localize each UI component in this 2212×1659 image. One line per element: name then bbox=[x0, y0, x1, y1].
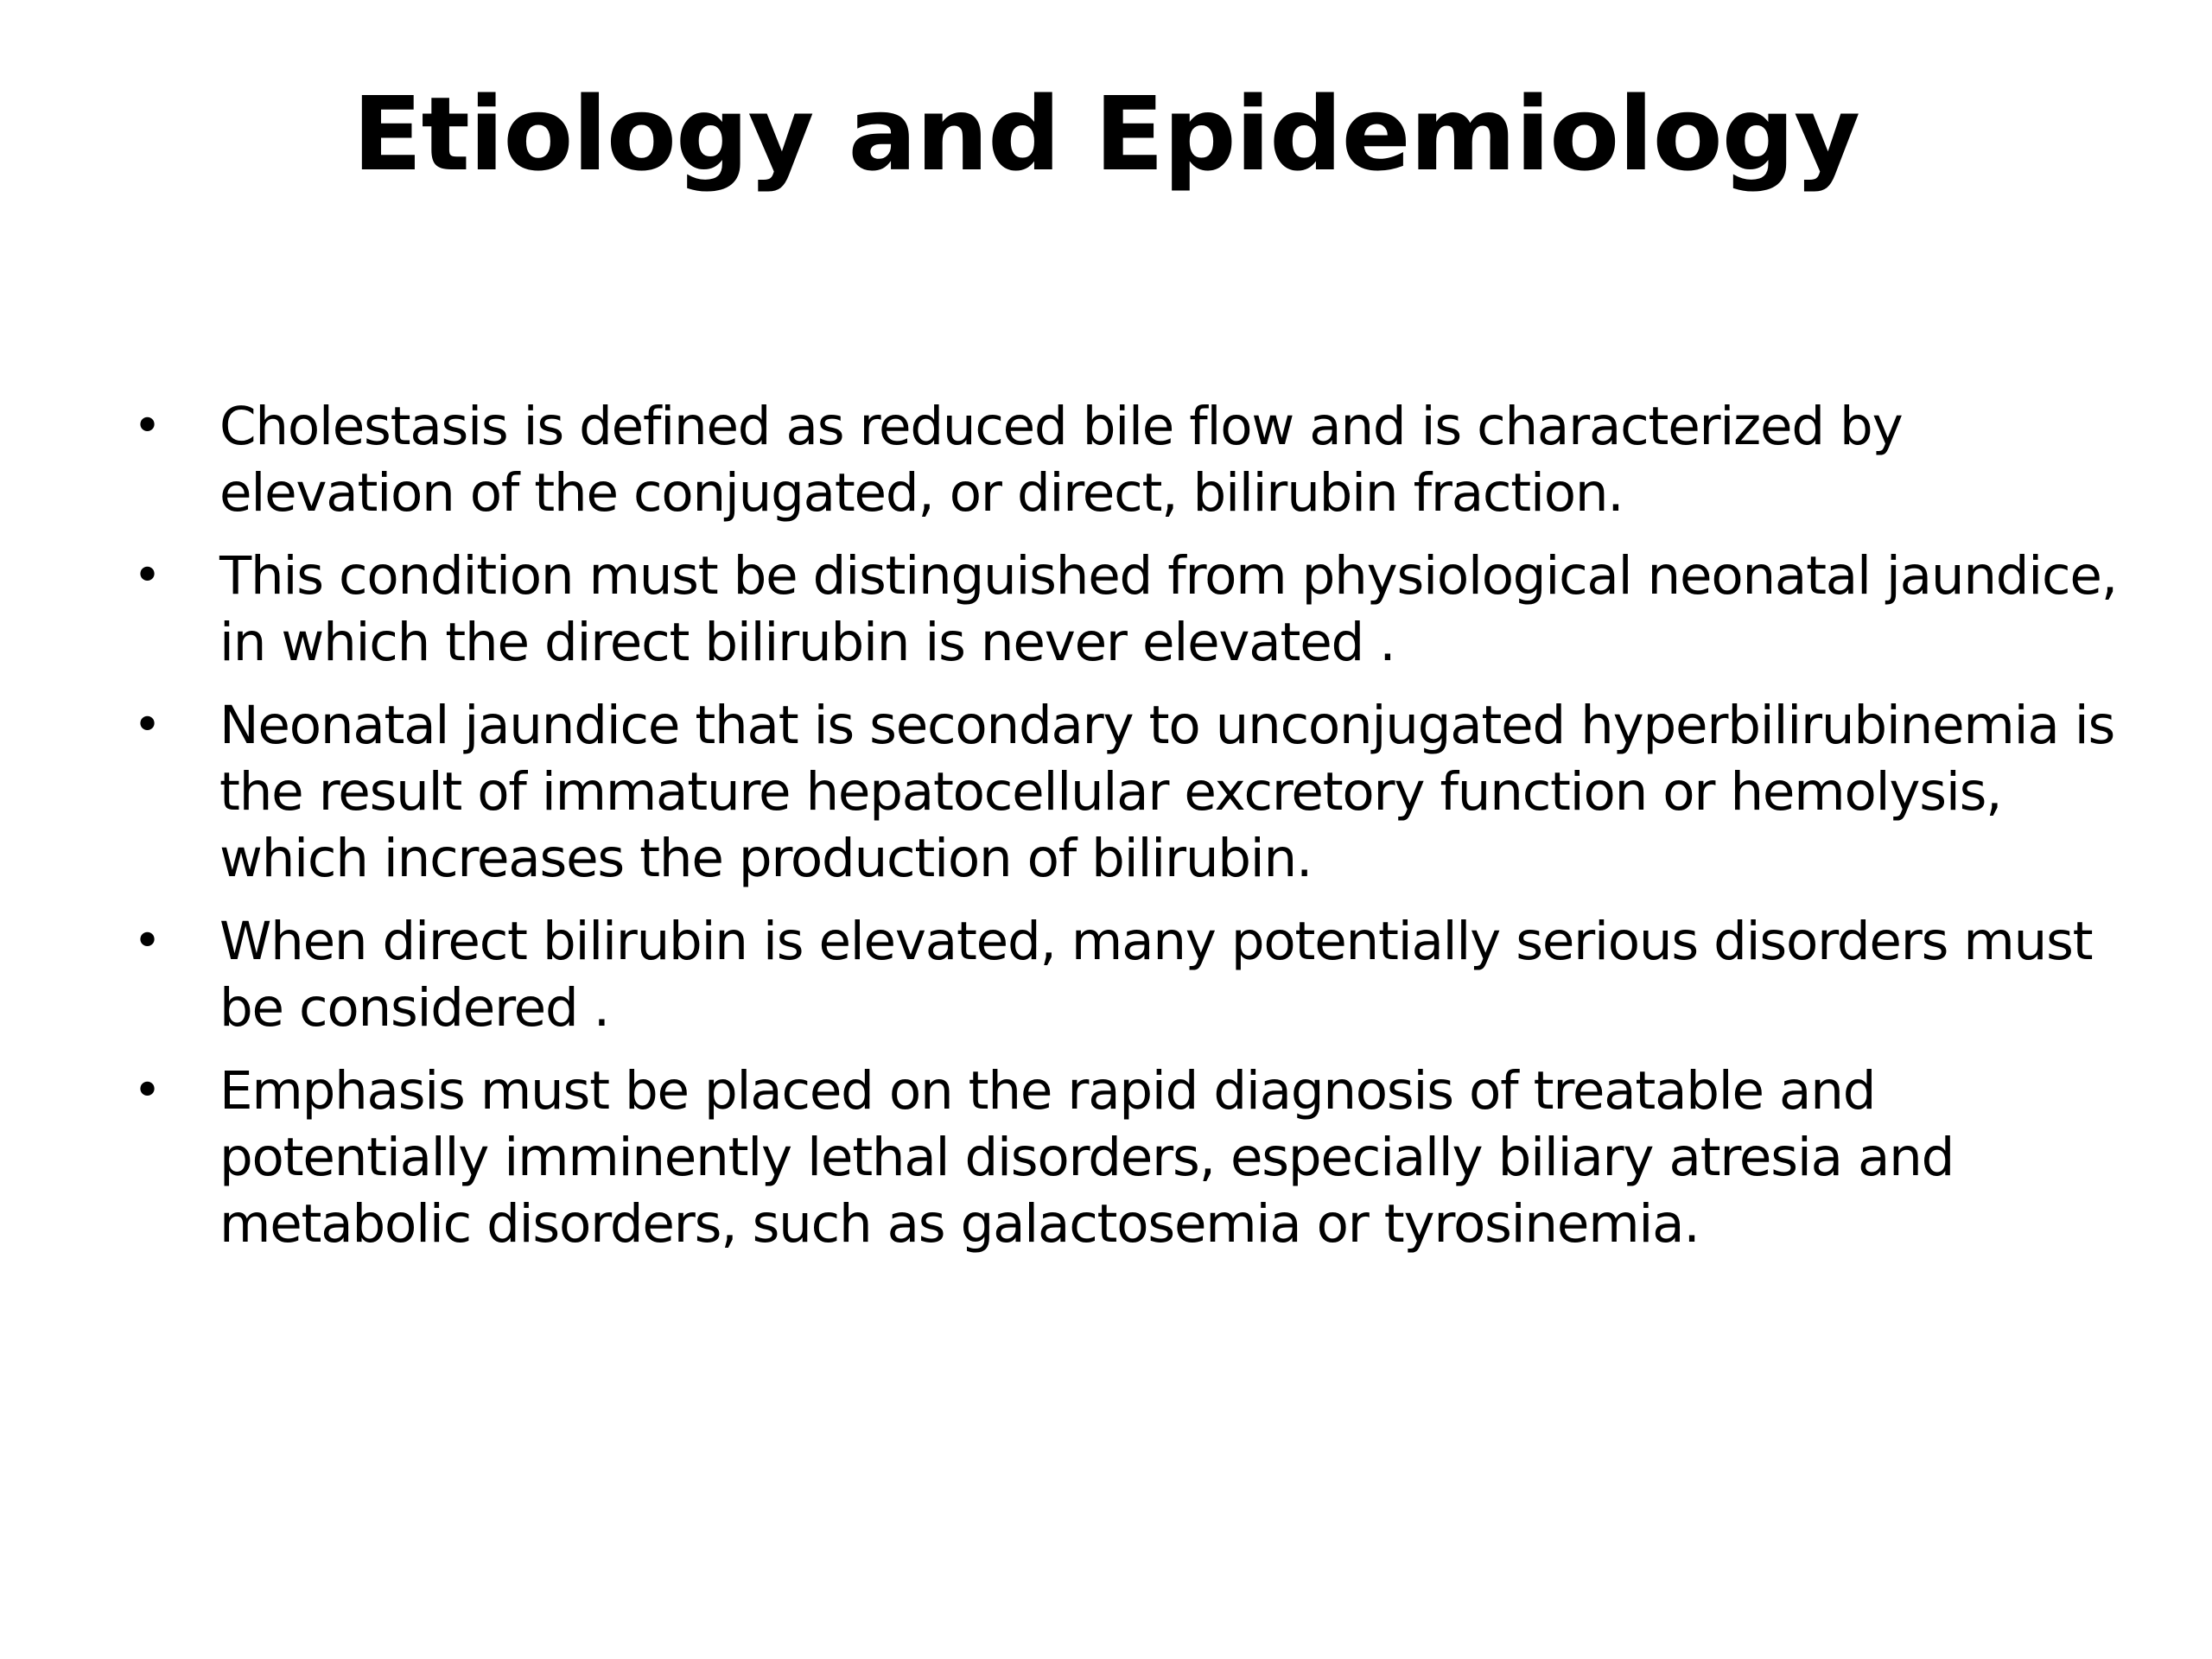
bullet-icon: • bbox=[133, 1063, 161, 1119]
bullet-text: When direct bilirubin is elevated, many potentially serious disorders must be considered . bbox=[219, 911, 2093, 1039]
bullet-text: Cholestasis is defined as reduced bile flow and is characterized by elevation of the conjugated, or direct, bilirubin fraction. bbox=[219, 396, 1903, 524]
bullet-icon: • bbox=[133, 548, 161, 604]
bullet-icon: • bbox=[133, 697, 161, 753]
bullet-icon: • bbox=[133, 398, 161, 454]
bullet-icon: • bbox=[133, 913, 161, 969]
bullet-text: Neonatal jaundice that is secondary to unconjugated hyperbilirubinemia is the result of immature hepatocellular excretory function or hemolysis, which increases the production of bilirubin. bbox=[219, 695, 2115, 889]
bullet-item bbox=[130, 692, 2117, 892]
bullet-item bbox=[130, 543, 2117, 676]
bullet-item bbox=[130, 908, 2117, 1041]
bullet-list bbox=[130, 393, 2117, 1274]
slide-title: Etiology and Epidemiology bbox=[352, 74, 1860, 194]
bullet-text: Emphasis must be placed on the rapid diagnosis of treatable and potentially imminently lethal disorders, especially biliary atresia and metabolic disorders, such as galactosemia or tyrosinemia. bbox=[219, 1060, 1955, 1255]
bullet-item bbox=[130, 393, 2117, 526]
bullet-item bbox=[130, 1058, 2117, 1257]
bullet-text: This condition must be distinguished from physiological neonatal jaundice, in which the direct bilirubin is never elevated . bbox=[219, 545, 2117, 673]
